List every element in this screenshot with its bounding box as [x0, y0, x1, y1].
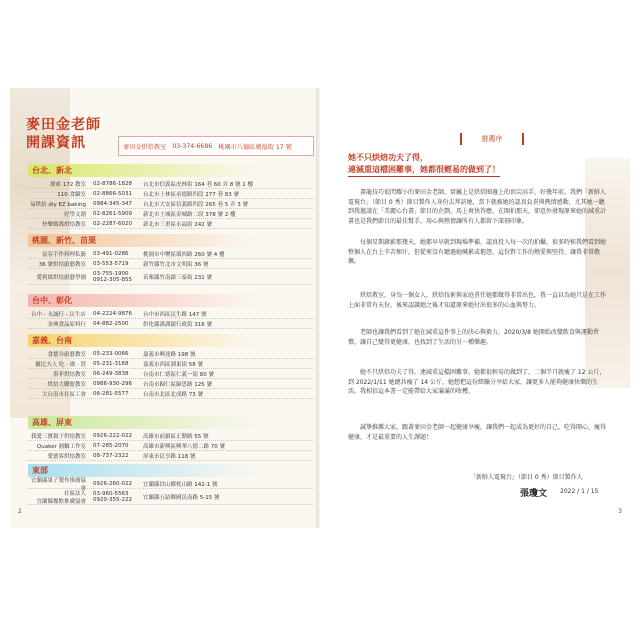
class-row	[28, 451, 314, 461]
class-phone: 02-2287-6020	[93, 220, 132, 227]
class-row	[28, 209, 314, 219]
body-paragraph: 烘焙教室，身為一個女人，烘焙技術與家庭責任她都做得非常出色，我一直以為她只是在工作上面非常有天份，後來認識她之後才知道原來她付出很多的心血與努力。	[348, 292, 607, 309]
body-paragraph: 誠摯推薦大家，跟著麥田金老師一起健康享瘦，讓我們一起成為更好的自己，吃得開心，瘦得健康，才是最重要的人生課題！	[348, 424, 607, 441]
signature-date: 2022 / 1 / 15	[560, 488, 599, 495]
class-address: 台南市仁德區仁義一街 80 號	[143, 371, 214, 378]
class-name: 36 號烘焙廚藝教室	[38, 261, 86, 268]
class-phone: 06-281-5577	[93, 390, 129, 397]
class-phone: 02-8866-5031	[93, 190, 132, 197]
class-phone: 05-231-3168	[93, 360, 129, 367]
class-address: 桃園市中壢區環西路 260 號 4 樓	[143, 251, 225, 258]
book-spread	[10, 88, 630, 528]
page-number-right: 3	[618, 508, 622, 515]
page-number-left: 2	[18, 508, 22, 515]
class-phone: 03-553-5719	[93, 260, 129, 267]
class-address: 新竹縣竹北市文明街 36 號	[143, 261, 209, 268]
class-phone: 0926-222-022	[93, 432, 132, 439]
class-name: 大台南市社區工會	[41, 391, 86, 398]
region-name: 台北、新北	[32, 166, 72, 175]
left-page	[10, 88, 318, 528]
class-name: 金典食品原料行	[47, 321, 86, 328]
main-studio-box	[118, 136, 314, 156]
class-row	[28, 189, 314, 199]
signature-name: 張瓊文	[520, 489, 548, 499]
class-name: 好學文創	[63, 211, 86, 218]
class-name: 愛莉絲烘焙廚藝學園	[36, 274, 86, 281]
class-address: 屏東市民享路 118 號	[143, 453, 196, 460]
class-name: 快樂媽媽烘焙教室	[41, 221, 86, 228]
class-address: 宜蘭縣員山鄉枕山路 142-1 號	[143, 481, 218, 488]
class-address: 苗栗縣竹南鎮三泰街 231 號	[143, 274, 212, 281]
region-header	[28, 164, 258, 177]
title-line-1: 麥田金老師	[26, 117, 101, 133]
class-row	[28, 249, 314, 259]
region-section	[28, 416, 314, 461]
class-row	[28, 431, 314, 441]
title-line-2: 開課資訊	[26, 135, 86, 151]
class-phone: 06-249-3838	[93, 370, 129, 377]
class-name: 宜蘭縣果子製作推廣協會	[30, 477, 86, 492]
class-address: 嘉義市興達路 198 號	[143, 351, 196, 358]
region-header	[28, 294, 258, 307]
region-header	[28, 234, 258, 247]
class-address: 台北市大安區信義路四段 265 巷 5 弄 3 號	[143, 201, 248, 208]
class-row	[28, 259, 314, 269]
region-header	[28, 416, 258, 429]
class-address: 高雄市前鎮區正勤路 55 號	[143, 433, 209, 440]
class-name: 易烘焙 diy EZ baking	[30, 201, 86, 208]
region-header	[28, 334, 258, 347]
class-row	[28, 441, 314, 451]
class-name: 探索 172 教室	[50, 181, 86, 188]
class-phone: 07-285-2070	[93, 442, 129, 449]
class-address: 新北市土城區金城路二段 378 號 2 樓	[143, 211, 236, 218]
class-row	[28, 477, 314, 492]
class-phone: 0926-260-022	[93, 480, 132, 487]
region-section	[28, 334, 314, 399]
class-name: 烘焙大聯盟教室	[47, 381, 86, 388]
class-address: 宜蘭縣五結鄉國民南路 5-15 號	[143, 494, 220, 501]
class-phone: 0984-345-347	[93, 200, 132, 207]
region-name: 東部	[32, 466, 48, 475]
class-row	[28, 359, 314, 369]
headline-line-1: 她不只烘焙功夫了得，	[348, 153, 428, 162]
class-row	[28, 319, 314, 329]
class-phone: 04-882-2500	[93, 320, 129, 327]
class-row	[28, 199, 314, 209]
region-section	[28, 164, 314, 229]
class-row	[28, 269, 314, 285]
class-name: Quaker 圓麵工作室	[36, 443, 86, 450]
class-phone: 04-2224-9876	[93, 310, 132, 317]
class-address: 高雄市新興區興華八德二路 70 號	[143, 443, 225, 450]
headline	[348, 152, 500, 177]
body-paragraph: 每個星期錄影那幾天，她都早早就到現場準備，認真投入每一次的拍攝，很多時候我們看到她整個人在台上辛苦揮汗，但從來沒有聽過她喊累或抱怨，這份對工作的熱愛與堅持，讓我非常敬佩。	[348, 239, 607, 266]
class-phone: 03-491-0286	[93, 250, 129, 257]
class-name: 富春手作料理私廚	[41, 251, 86, 258]
class-row	[28, 309, 314, 319]
class-address: 彰化縣溪湖鎮行政街 316 號	[143, 321, 212, 328]
class-name: 食藝谷廚藝教室	[47, 351, 86, 358]
class-phone: 08-737-2322	[93, 452, 129, 459]
class-name: 羅比夫人 吃 · 做 · 買	[35, 361, 86, 368]
right-page	[320, 88, 630, 528]
region-section	[28, 294, 314, 329]
body-paragraph: 她不只烘焙功夫了得，連減重這檔困難事，她都很輕易的做到了，二個半月就瘦了 12 公斤，到 2022/1/11 她總共瘦了 14 公斤，她想把這份經驗分享給大家，讓更多人能夠健康快樂的生活，我相信這本書一定能帶給大家滿滿的收穫。	[348, 369, 606, 396]
headline-line-2: 連減重這檔困難事，她都很輕易的做到了！	[348, 164, 500, 177]
class-address: 台南市北區北成路 73 號	[143, 391, 203, 398]
class-address: 新北市三重區永福街 242 號	[143, 221, 212, 228]
signature-program: 「新鮮人電視台」（節目 0 秀）節目製作人	[470, 474, 583, 481]
class-row	[28, 379, 314, 389]
region-name: 嘉義、台南	[32, 336, 72, 345]
course-info-title	[26, 116, 114, 152]
class-name: 社區法人 宜蘭縣餐飲推廣協會	[36, 490, 86, 505]
class-name: 台中 - 永誠行 - 民生店	[31, 311, 86, 318]
class-row	[28, 219, 314, 229]
main-studio-phone: 03-374-6686	[172, 142, 213, 150]
class-row	[28, 489, 314, 505]
class-address: 嘉義市西區湖東街 58 號	[143, 361, 203, 368]
main-studio-name: 麥田金烘焙教室	[123, 143, 167, 151]
region-name: 桃園、新竹、苗栗	[32, 236, 96, 245]
region-section	[28, 464, 314, 505]
class-phone: 0986-930-296	[93, 380, 132, 387]
body-paragraph: 畫龍技巧很閃耀小的麥田金老師，實屬上是烘焙圈邊上的頂尖高手，好幾年前，我們「新鮮人電視台」（節目 0 秀）節目製作人身份去拜訪她，當下就被她的認真負責與熱情感動，尤其她一聽到我邀請在「美麗心台畫」節目的企劃，馬上爽快答應，在開拍那天，卻意外發現原來她的減重計畫也是我們節目的最佳幫手，用心與熱情讓所有人都留下深刻印象。	[348, 189, 607, 225]
class-address: 台中市西區民生路 147 號	[143, 311, 207, 318]
region-section	[28, 234, 314, 285]
class-phone: 03-960-5563 0920-355-222	[93, 490, 132, 503]
section-title: 推薦序	[460, 133, 524, 145]
main-studio-address: 桃園市八德區廣福街 17 號	[218, 143, 292, 151]
region-name: 高雄、屏東	[32, 418, 72, 427]
class-address: 台北市信義區虎林街 164 巷 60 弄 8 號 1 樓	[143, 181, 253, 188]
region-header	[28, 464, 258, 477]
class-phone: 02-8786-1828	[93, 180, 132, 187]
class-address: 台南市歸仁區歸思路 125 號	[143, 381, 212, 388]
class-row	[28, 389, 314, 399]
class-row	[28, 179, 314, 189]
body-paragraph: 老師也讓我們看到了她在減重這件事上的決心與毅力，2020/3/8 她開始改變飲食與運動習慣，讓自己變得更健康，也找到了生活的另一種樂趣。	[348, 329, 599, 346]
class-name: 我愛三寶親子烘焙教室	[30, 433, 86, 440]
class-address: 台北市士林區承德路四段 277 巷 83 號	[143, 191, 239, 198]
class-row	[28, 349, 314, 359]
class-name: 愛德客烘焙教室	[47, 453, 86, 460]
class-phone: 03-755-1900 0912-305-855	[93, 270, 132, 283]
region-name: 台中、彰化	[32, 296, 72, 305]
class-phone: 02-8261-5909	[93, 210, 132, 217]
class-phone: 05-233-0066	[93, 350, 129, 357]
class-row	[28, 369, 314, 379]
class-name: 110 食驗室	[57, 191, 86, 198]
class-name: 墨菲烘焙教室	[52, 371, 86, 378]
